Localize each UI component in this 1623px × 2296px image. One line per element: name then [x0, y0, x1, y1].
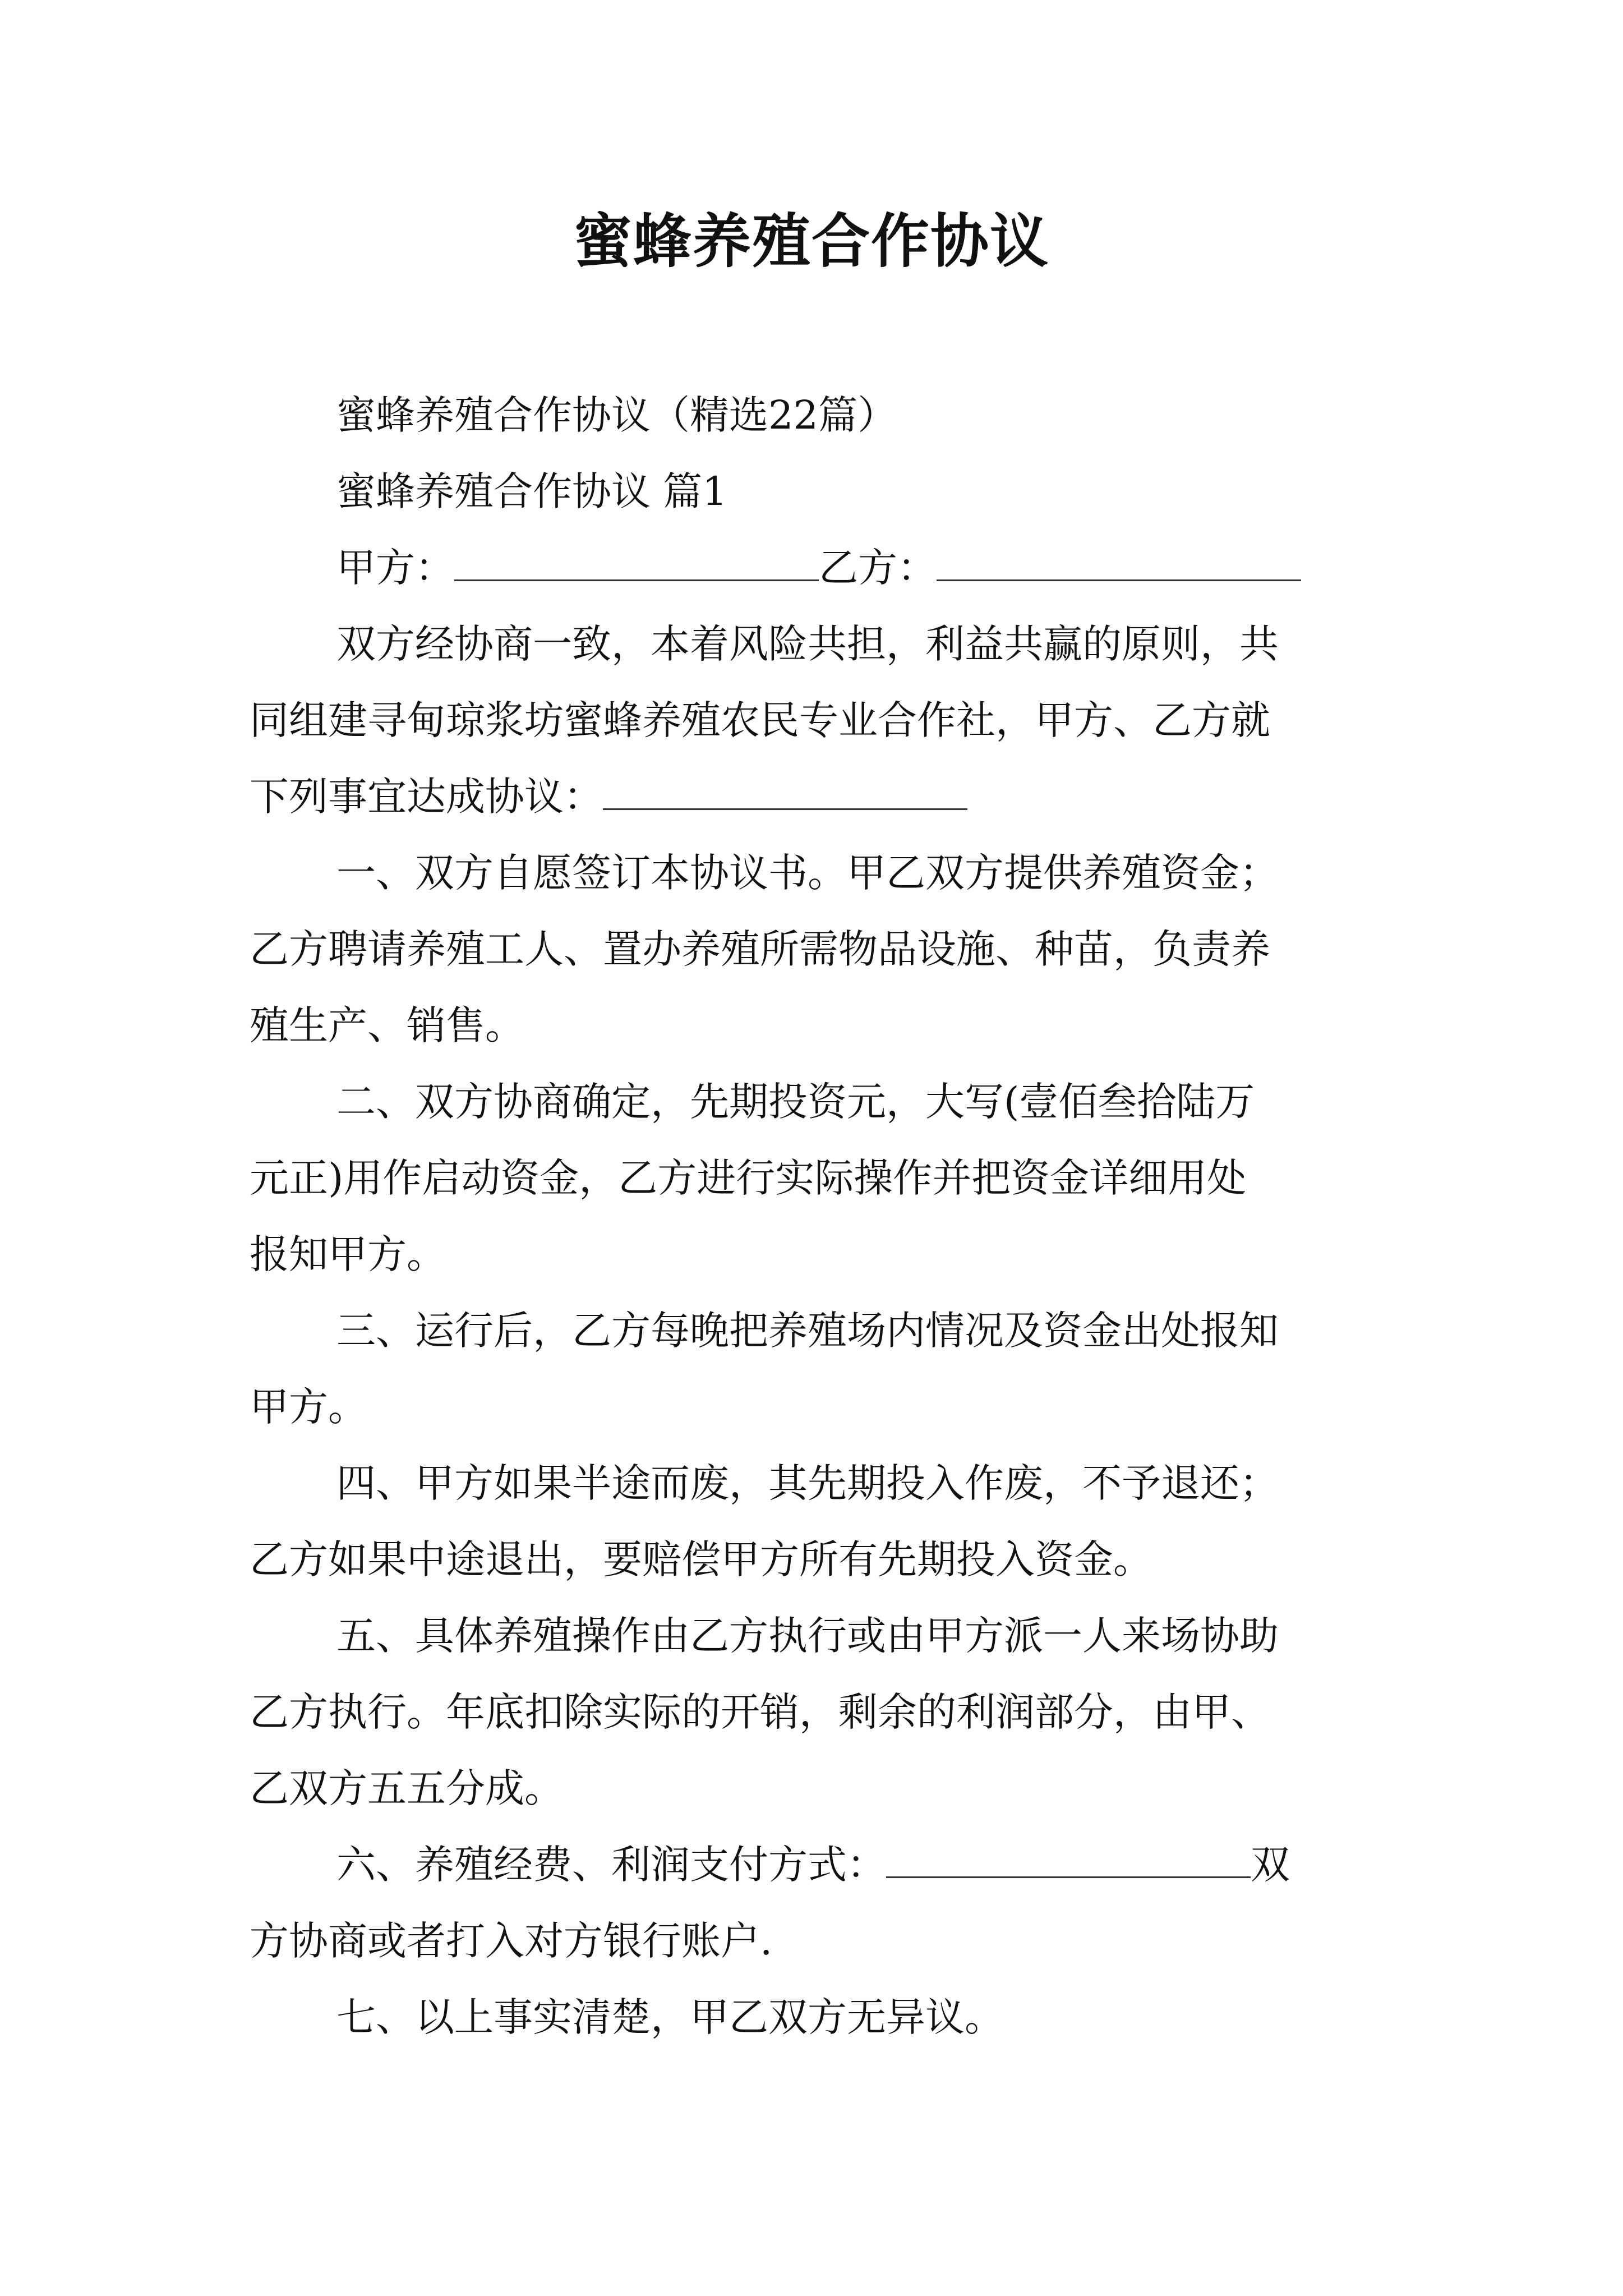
clause-3-line-1: 三、运行后，乙方每晚把养殖场内情况及资金出处报知: [336, 1308, 1279, 1354]
parties-line: [336, 540, 1301, 596]
payment-method-blank: [886, 1842, 1251, 1878]
intro-line-1: 双方经协商一致，本着风险共担，利益共赢的原则，共: [336, 621, 1279, 667]
section-heading: 蜜蜂养殖合作协议 篇1: [336, 468, 727, 514]
clause-6-prefix: 六、养殖经费、利润支付方式：: [336, 1842, 886, 1888]
party-a-blank: [454, 545, 819, 581]
clause-6-line-2: 方协商或者打入对方银行账户.: [250, 1918, 773, 1964]
clause-5-line-3: 乙双方五五分成。: [250, 1765, 564, 1811]
intro-line-3-text: 下列事宜达成协议：: [250, 774, 603, 820]
party-a-label: 甲方：: [336, 545, 454, 591]
clause-2-line-1: 二、双方协商确定，先期投资元，大写(壹佰叁拾陆万: [336, 1079, 1255, 1125]
intro-line-2: 同组建寻甸琼浆坊蜜蜂养殖农民专业合作社，甲方、乙方就: [250, 697, 1270, 743]
clause-1-line-3: 殖生产、销售。: [250, 1002, 524, 1048]
clause-2-line-2: 元正)用作启动资金，乙方进行实际操作并把资金详细用处: [250, 1155, 1247, 1201]
clause-4-line-2: 乙方如果中途退出，要赔偿甲方所有先期投入资金。: [250, 1536, 1152, 1582]
party-b-blank: [937, 545, 1301, 581]
clause-1-line-2: 乙方聘请养殖工人、置办养殖所需物品设施、种苗，负责养: [250, 926, 1270, 972]
document-title: 蜜蜂养殖合作协议: [573, 207, 1049, 275]
party-b-label: 乙方：: [819, 545, 937, 591]
clause-2-line-3: 报知甲方。: [250, 1231, 446, 1277]
clause-6-suffix: 双: [1251, 1842, 1290, 1888]
intro-blank: [603, 774, 967, 810]
clause-5-line-1: 五、具体养殖操作由乙方执行或由甲方派一人来场协助: [336, 1613, 1279, 1659]
intro-line-3: [250, 769, 967, 825]
clause-4-line-1: 四、甲方如果半途而废，其先期投入作废，不予退还；: [336, 1460, 1279, 1506]
clause-1-line-1: 一、双方自愿签订本协议书。甲乙双方提供养殖资金；: [336, 850, 1279, 896]
clause-3-line-2: 甲方。: [250, 1384, 367, 1430]
clause-7-line-1: 七、以上事实清楚，甲乙双方无异议。: [336, 1994, 1004, 2040]
clause-5-line-2: 乙方执行。年底扣除实际的开销，剩余的利润部分，由甲、: [250, 1689, 1270, 1735]
document-subtitle: 蜜蜂养殖合作协议（精选22篇）: [336, 392, 897, 438]
clause-6-line-1: [336, 1837, 1290, 1893]
